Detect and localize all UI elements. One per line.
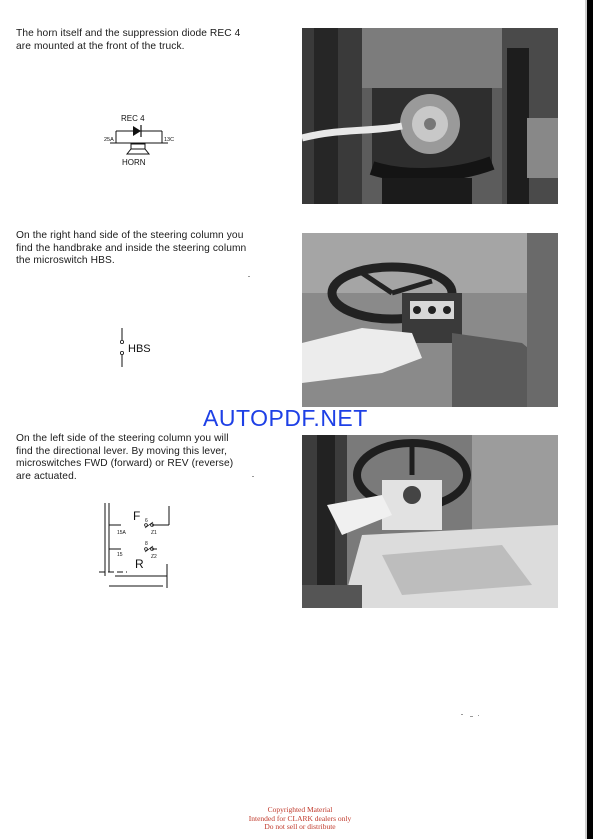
footer-line-3: Do not sell or distribute	[264, 822, 336, 831]
wire-label-25a: 25A	[104, 137, 114, 143]
hbs-label: HBS	[128, 343, 151, 355]
scan-speck	[461, 714, 463, 715]
handbrake-description-line-3: the microswitch HBS.	[16, 255, 115, 266]
scan-speck	[478, 715, 479, 716]
diode-label: REC 4	[121, 114, 145, 123]
directional-lever-photo	[302, 435, 558, 608]
horn-photo	[302, 28, 558, 204]
horn-symbol	[131, 144, 145, 149]
handbrake-description-line-1: On the right hand side of the steering column you	[16, 230, 244, 241]
directional-lever-description-line-1: On the left side of the steering column you will	[16, 433, 229, 444]
directional-lever-description-line-3: microswitches FWD (forward) or REV (reverse)	[16, 458, 234, 469]
wire-label-13c: 13C	[164, 137, 175, 143]
contact-z2-label: Z2	[151, 554, 157, 560]
footer-line-1: Copyrighted Material	[267, 805, 333, 814]
contact-z1-label: Z1	[151, 530, 157, 536]
directional-lever-description-line-2: find the directional lever. By moving this lever,	[16, 445, 228, 457]
reverse-label: R	[135, 557, 144, 571]
footer-line-2: Intended for CLARK dealers only	[248, 813, 352, 823]
horn-circuit-diagram	[100, 110, 190, 170]
scan-speck	[470, 716, 473, 717]
terminal-6-label: 6	[145, 518, 148, 524]
scan-speck	[248, 276, 250, 277]
scan-speck	[252, 476, 254, 477]
watermark: AUTOPDF.NET	[203, 405, 368, 431]
handbrake-photo	[302, 233, 558, 407]
terminal-8-label: 8	[145, 541, 148, 547]
directional-lever-description	[16, 433, 233, 483]
horn-description-line-1: The horn itself and the suppression diode REC 4	[16, 28, 241, 39]
wire-label-15a: 15A	[117, 530, 126, 536]
forward-label: F	[133, 509, 141, 523]
horn-label: HORN	[122, 158, 146, 167]
horn-description-line-2: are mounted at the front of the truck.	[16, 40, 185, 52]
directional-lever-description-line-4: are actuated.	[16, 470, 77, 482]
horn-description	[16, 28, 240, 53]
handbrake-description	[16, 230, 246, 268]
directional-switch-diagram	[95, 498, 180, 593]
wire-label-15: 15	[117, 552, 123, 558]
diode-symbol	[133, 126, 141, 136]
copyright-footer	[220, 806, 380, 832]
handbrake-description-line-2: find the handbrake and inside the steering column	[16, 242, 247, 254]
hbs-switch-diagram	[112, 325, 172, 370]
